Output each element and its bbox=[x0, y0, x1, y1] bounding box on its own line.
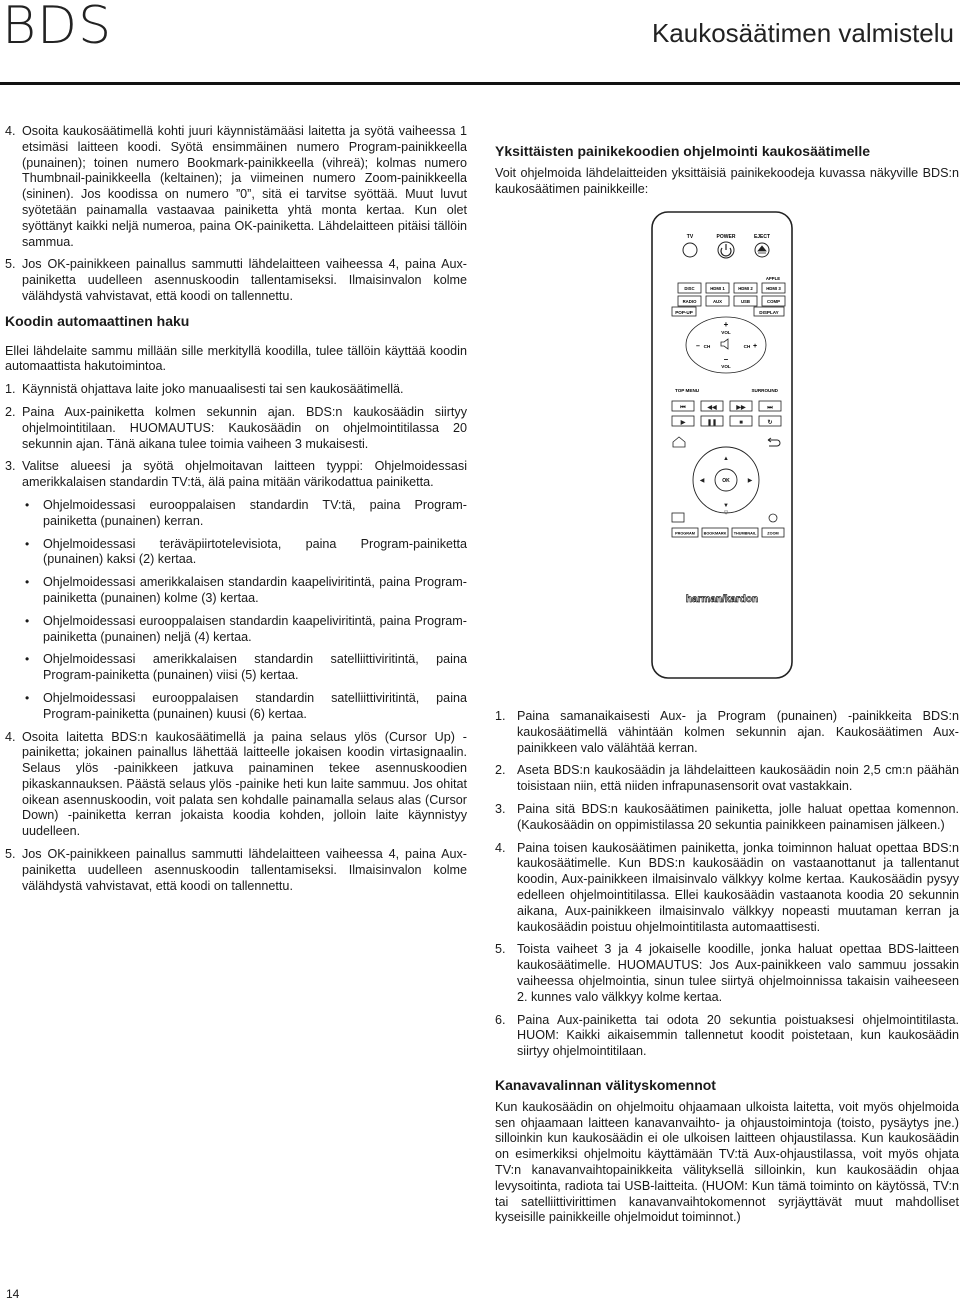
step-text: Käynnistä ohjattava laite joko manuaalisesti tai sen kaukosäätimellä. bbox=[22, 382, 404, 397]
harman-kardon-logo: harman/kardon bbox=[685, 594, 759, 605]
skip-back-icon: ⏮ bbox=[680, 405, 686, 411]
bullet-item bbox=[5, 498, 467, 530]
forward-icon: ▶▶ bbox=[736, 405, 746, 411]
list-item bbox=[495, 802, 959, 834]
step-number: 4. bbox=[5, 124, 16, 138]
step-text: Osoita kaukosäätimellä kohti juuri käynnistämääsi laitetta ja syötä vaiheessa 1 etsimäsi laitteen koodi. Syötä ensimmäinen numero Program-painikkeella (punainen); toinen numero Bookmark-painikkeella (vihreä); kolmas numero Thumbnail-painikkeella (keltainen); ja viimeinen numero Zoom-painikkeella (sininen). Jos koodissa on numero ”0”, sitä ei tarvitse syöttää. Muut luvut syötetään painamalla vastaavaa painiketta yhtä monta kertaa. Kun olet syöttänyt kaikki neljä numeroa, paina OK-painiketta. Lähdelaitteen pitäisi tällöin sammua. bbox=[22, 124, 467, 249]
popup-label: POP-UP bbox=[675, 310, 693, 315]
list-item bbox=[5, 459, 467, 491]
display-label: DISPLAY bbox=[759, 310, 779, 315]
step-number: 1. bbox=[495, 709, 506, 723]
step-number: 5. bbox=[495, 942, 506, 957]
step-number: 4. bbox=[495, 840, 506, 855]
step-text: Paina Aux-painiketta kolmen sekunnin ajan. BDS:n kaukosäädin siirtyy ohjelmointitilaan. HUOMAUTUS: Kaukosäädin on ohjelmointitilassa 20 sekunnin ajan. Tänä aikana tulee toimia vaiheen 3 mukaisesti. bbox=[22, 404, 467, 451]
bullet-text: Ohjelmoidessasi amerikkalaisen standardin satelliittiviritintä, paina Program-painiketta (punainen) viisi (5) kertaa. bbox=[43, 652, 467, 683]
list-item bbox=[5, 382, 467, 398]
tv-label: TV bbox=[686, 234, 694, 240]
cursor-up-icon: ▲ bbox=[723, 456, 729, 462]
step-number: 1. bbox=[5, 382, 16, 397]
bullet-item bbox=[5, 691, 467, 723]
disc-label: DISC bbox=[684, 286, 695, 291]
remote-control-illustration bbox=[650, 210, 794, 680]
hdmi3-label: HDMI 3 bbox=[766, 286, 781, 291]
brand-logo: BDS bbox=[2, 0, 113, 56]
power-label: POWER bbox=[716, 234, 736, 240]
option-button bbox=[769, 514, 777, 522]
paragraph: Ellei lähdelaite sammu millään sille merkityllä koodilla, tulee tällöin käyttää koodin automaattista hakutoimintoa. bbox=[5, 343, 467, 374]
list-item bbox=[495, 841, 959, 936]
bullet-text: Ohjelmoidessasi eurooppalaisen standardin TV:tä, paina Program-painiketta (punainen) kerran. bbox=[43, 497, 467, 528]
list-item bbox=[495, 942, 959, 1005]
right-column-bottom bbox=[495, 709, 959, 1233]
step-text: Jos OK-painikkeen painallus sammutti lähdelaitteen vaiheessa 4, paina Aux-painiketta uudelleen asennuskoodin tallentamiseksi. Ilmaisinvalon kolme välähdystä vahvistavat, että koodi on tallennettu. bbox=[22, 257, 467, 303]
ch-label-right: CH bbox=[743, 344, 751, 349]
list-item bbox=[5, 847, 467, 894]
vol-plus-icon: + bbox=[723, 320, 729, 329]
bullet-icon: • bbox=[25, 690, 30, 705]
step-text: Paina Aux-painiketta tai odota 20 sekuntia poistuaksesi ohjelmointitilasta. HUOM: Kaikki aikaisemmin tallennetut koodit poistetaan, kun kaukosäädin siirtyy ohjelmointitilaan. bbox=[517, 1012, 959, 1059]
rewind-icon: ◀◀ bbox=[707, 405, 717, 411]
eject-label: EJECT bbox=[753, 234, 771, 240]
step-text: Jos OK-painikkeen painallus sammutti lähdelaitteen vaiheessa 4, paina Aux-painiketta uudelleen asennuskoodin tallentamiseksi. Ilmaisinvalon kolme välähdystä vahvistavat, että koodi on tallennettu. bbox=[22, 847, 467, 893]
step-text: Toista vaiheet 3 ja 4 jokaiselle koodille, jonka haluat opettaa BDS-laitteen kaukosäätimelle. HUOMAUTUS: Jos Aux-painikkeen valo sammuu jossakin vaiheessa ohjelmointia, sinun tulee siirtyä ohjelmoinnissa takaisin vaiheeseen 2. kunnes valo välkkyy kolme kertaa. bbox=[517, 942, 959, 1004]
page-number: 14 bbox=[6, 1287, 20, 1301]
apple-label: APPLE bbox=[765, 276, 781, 281]
bullet-icon: • bbox=[25, 575, 30, 590]
menu-down-icon: ▽ bbox=[724, 510, 728, 516]
bullet-icon: • bbox=[25, 497, 30, 512]
ch-minus-icon: – bbox=[696, 343, 700, 350]
ok-label: OK bbox=[722, 478, 730, 484]
comp-label: COMP bbox=[767, 299, 780, 304]
info-button bbox=[672, 513, 684, 522]
pause-icon: ❚❚ bbox=[706, 420, 718, 426]
list-item bbox=[5, 730, 467, 841]
paragraph: Voit ohjelmoida lähdelaitteiden yksittäisiä painikekoodeja kuvassa näkyville BDS:n kaukosäätimen painikkeille: bbox=[495, 165, 959, 196]
hdmi2-label: HDMI 2 bbox=[738, 286, 753, 291]
list-item bbox=[495, 763, 959, 795]
step-number: 5. bbox=[5, 847, 16, 862]
bullet-text: Ohjelmoidessasi eurooppalaisen standardin satelliittiviritintä, paina Program-painiketta (punainen) kuusi (6) kertaa. bbox=[43, 690, 467, 721]
cursor-left-icon: ◀ bbox=[699, 478, 705, 484]
top-menu-label: TOP MENU bbox=[675, 388, 700, 393]
aux-label: AUX bbox=[712, 299, 723, 304]
step-text: Paina samanaikaisesti Aux- ja Program (punainen) -painikkeita BDS:n kaukosäätimellä vähintään kolmen sekunnin ajan. Kaukosäätimen Aux-painikkeen valo välähtää kerran. bbox=[517, 709, 959, 755]
vol-label-top: VOL bbox=[721, 330, 731, 335]
list-item bbox=[5, 257, 467, 304]
header-divider bbox=[0, 82, 960, 85]
surround-label: SURROUND bbox=[751, 388, 778, 393]
ch-plus-icon: + bbox=[752, 343, 758, 350]
step-number: 2. bbox=[5, 404, 16, 419]
vol-minus-icon: – bbox=[723, 355, 729, 364]
step-number: 4. bbox=[5, 729, 16, 744]
bullet-text: Ohjelmoidessasi teräväpiirtotelevisiota, paina Program-painiketta (punainen) kaksi (2) kertaa. bbox=[43, 536, 467, 567]
page-title: Kaukosäätimen valmistelu bbox=[651, 18, 954, 48]
bullet-icon: • bbox=[25, 536, 30, 551]
section-heading-channel: Kanavavalinnan välityskomennot bbox=[495, 1076, 716, 1093]
step-text: Valitse alueesi ja syötä ohjelmoitavan laitteen tyyppi: Ohjelmoidessasi amerikkalaisen standardin TV:tä, älä paina mitään värikodattua painiketta. bbox=[22, 459, 467, 490]
list-item bbox=[5, 124, 467, 250]
tv-button bbox=[683, 243, 697, 257]
bullet-item bbox=[5, 575, 467, 607]
stop-icon: ■ bbox=[739, 420, 743, 426]
step-text: Osoita laitetta BDS:n kaukosäätimellä ja paina selaus ylös (Cursor Up) -painiketta; jokainen painallus lähettää laitteelle jokaisen koodin virtasignaalin. Selaus ylös -painikkeen jatkuva painaminen tekee asennuskoodien pikaskannauksen. Päästä selaus ylös -painike heti kun laite sammuu. Jos ohitat oikean asennuskoodin, voit palata sen kohdalle painamalla selaus alas (Cursor Down) -painiketta kerran jokaista koodia kohden, jolloin laite käynnistyy uudelleen. bbox=[22, 729, 467, 839]
bullet-icon: • bbox=[25, 652, 30, 667]
program-label: PROGRAM bbox=[675, 531, 695, 536]
step-number: 3. bbox=[5, 459, 16, 474]
bullet-item bbox=[5, 652, 467, 684]
hdmi1-label: HDMI 1 bbox=[710, 286, 725, 291]
repeat-icon: ↻ bbox=[767, 420, 773, 426]
step-number: 2. bbox=[495, 763, 506, 778]
step-number: 5. bbox=[5, 257, 16, 272]
bookmark-label: BOOKMARK bbox=[703, 531, 727, 536]
section-heading-auto-search: Koodin automaattinen haku bbox=[5, 312, 190, 329]
bullet-text: Ohjelmoidessasi eurooppalaisen standardin kaapeliviritintä, paina Program-painiketta (punainen) neljä (4) kertaa. bbox=[43, 613, 467, 644]
step-number: 3. bbox=[495, 801, 506, 816]
section-heading-button-codes: Yksittäisten painikekoodien ohjelmointi kaukosäätimelle bbox=[495, 143, 870, 159]
list-item bbox=[495, 709, 959, 756]
step-text: Paina toisen kaukosäätimen painiketta, jonka toiminnon haluat opettaa BDS:n kaukosäätimelle. Kun BDS:n kaukosäädin on vastaanottanut ja tallentanut koodin, Aux-painikkeen ilmaisinvalo välkkyy kolme kertaa. Kaukosäädin pysyy edelleen ohjelmointitilassa. Ellei kaukosäädin vastaanota koodia 20 sekunnin aikana, Aux-painikkeen ilmaisinvalo välkkyy nopeasti muutaman kerran ja kaukosäädin poistuu ohjelmointitilasta automaattisesti. bbox=[517, 840, 959, 934]
list-item bbox=[5, 405, 467, 452]
cursor-right-icon: ▶ bbox=[747, 478, 753, 484]
play-icon: ▶ bbox=[680, 420, 686, 426]
bullet-icon: • bbox=[25, 613, 30, 628]
thumbnail-label: THUMBNAIL bbox=[733, 531, 757, 536]
step-text: Aseta BDS:n kaukosäädin ja lähdelaitteen kaukosäädin noin 2,5 cm:n päähän toisistaan niin, että niiden infrapunasensorit ovat vastakkain. bbox=[517, 763, 959, 794]
cursor-down-icon: ▼ bbox=[723, 503, 729, 509]
bullet-item bbox=[5, 614, 467, 646]
bullet-text: Ohjelmoidessasi amerikkalaisen standardin kaapeliviritintä, paina Program-painiketta (punainen) kolme (3) kertaa. bbox=[43, 575, 467, 605]
bullet-item bbox=[5, 537, 467, 569]
radio-label: RADIO bbox=[682, 299, 697, 304]
skip-forward-icon: ⏭ bbox=[767, 405, 773, 411]
step-number: 6. bbox=[495, 1012, 506, 1027]
step-text: Paina sitä BDS:n kaukosäätimen painiketta, jolle haluat opettaa komennon. (Kaukosäädin on oppimistilassa 20 sekuntia painikkeen painamisen jälkeen.) bbox=[517, 801, 959, 832]
ch-label-left: CH bbox=[703, 344, 711, 349]
list-item bbox=[495, 1013, 959, 1060]
paragraph: Kun kaukosäädin on ohjelmoitu ohjaamaan ulkoista laitetta, voit myös ohjelmoida sen ohjaamaan laitteen kanavanvaihto- ja ohjaustoimintoja (toisto, pysäytys jne.) silloinkin kun kaukosäädin ei ole ulkoisen laitteen ohjaustilassa. Kun kaukosäädin on esimerkiksi ohjelmoitu käyttämään TV:tä Aux-ohjaustilassa, voit myös ohjata TV:n kanavanvaihtopainikkeita välityksellä silloinkin, kun kaukosäädin ohjaa levysoitinta, radiota tai USB-laitteita. (HUOM: Kun tämä toiminto on käytössä, TV:n tai satelliittivirittimen kanavanvaihtokomennot syrjäyttävät muut mahdolliset kyseisille painikkeille ohjelmoidut toiminnot.) bbox=[495, 1099, 959, 1225]
vol-label-bottom: VOL bbox=[721, 364, 731, 369]
usb-label: USB bbox=[740, 299, 751, 304]
right-column-top bbox=[495, 144, 959, 204]
zoom-label: ZOOM bbox=[767, 531, 779, 536]
left-column bbox=[5, 124, 467, 901]
